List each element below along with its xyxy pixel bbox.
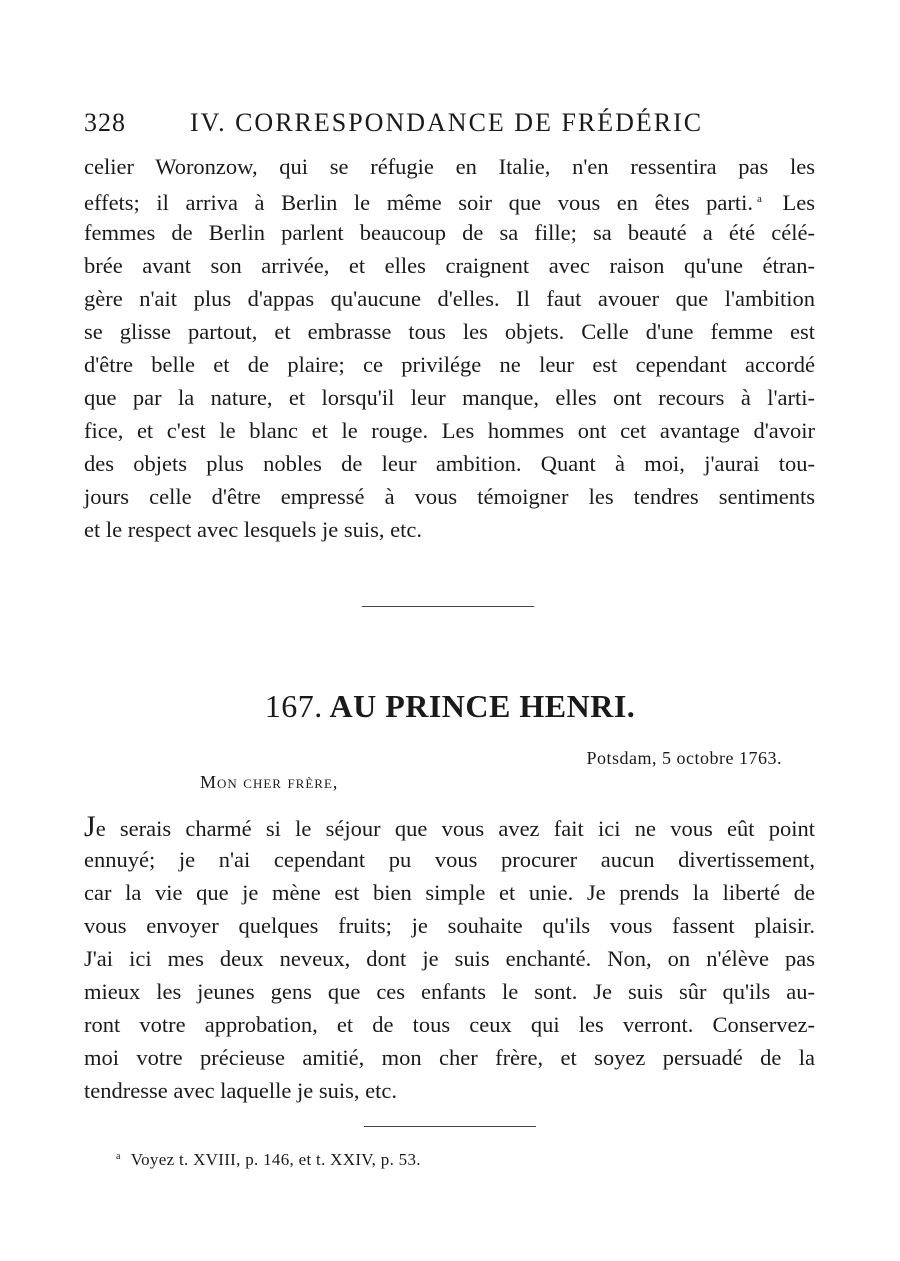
text-line: des objets plus nobles de leur ambition. Quant à moi, j'aurai tou- <box>84 451 815 476</box>
text-line <box>84 183 815 216</box>
text-line: ront votre approbation, et de tous ceux qui les verront. Conservez- <box>84 1012 815 1037</box>
text-line: jours celle d'être empressé à vous témoigner les tendres sentiments <box>84 484 815 509</box>
footnote-text: Voyez t. XVIII, p. 146, et t. XXIV, p. 53. <box>130 1150 421 1169</box>
text-line: moi votre précieuse amitié, mon cher frère, et soyez persuadé de la <box>84 1045 815 1070</box>
text-line-part: e serais charmé si le séjour que vous avez fait ici ne vous eût point <box>95 816 815 841</box>
text-line-part: effets; il arriva à Berlin le même soir que vous en êtes parti. <box>84 190 754 215</box>
text-line: et le respect avec lesquels je suis, etc. <box>84 517 422 542</box>
text-line: fice, et c'est le blanc et le rouge. Les hommes ont cet avantage d'avoir <box>84 418 815 443</box>
salutation: Mon cher frère, <box>200 772 339 792</box>
text-line: tendresse avec laquelle je suis, etc. <box>84 1078 397 1103</box>
footnote <box>116 1150 421 1170</box>
text-line: celier Woronzow, qui se réfugie en Italie, n'en ressentira pas les <box>84 154 815 179</box>
footnote-ref: a <box>757 193 762 205</box>
text-line: ennuyé; je n'ai cependant pu vous procurer aucun divertissement, <box>84 847 815 872</box>
drop-letter: J <box>84 810 96 843</box>
running-header <box>84 108 804 142</box>
letter-heading <box>0 688 900 725</box>
text-line: femmes de Berlin parlent beaucoup de sa fille; sa beauté a été célé- <box>84 220 815 245</box>
page-number: 328 <box>84 108 126 137</box>
footnote-divider <box>364 1126 536 1127</box>
section-divider <box>362 606 534 607</box>
text-line-part: Les <box>782 190 816 215</box>
paragraph-continued <box>84 150 815 546</box>
letter-title: AU PRINCE HENRI. <box>329 688 636 724</box>
letter-body <box>84 810 815 1107</box>
footnote-marker: a <box>116 1151 121 1162</box>
text-line: brée avant son arrivée, et elles craignent avec raison qu'une étran- <box>84 253 815 278</box>
text-line: que par la nature, et lorsqu'il leur manque, elles ont recours à l'arti- <box>84 385 815 410</box>
letter-number: 167. <box>264 688 323 724</box>
text-line <box>84 810 815 843</box>
text-line: J'ai ici mes deux neveux, dont je suis enchanté. Non, on n'élève pas <box>84 946 815 971</box>
text-line: car la vie que je mène est bien simple et unie. Je prends la liberté de <box>84 880 815 905</box>
text-line: d'être belle et de plaire; ce privilége ne leur est cependant accordé <box>84 352 815 377</box>
dateline: Potsdam, 5 octobre 1763. <box>586 748 782 768</box>
text-line: vous envoyer quelques fruits; je souhaite qu'ils vous fassent plaisir. <box>84 913 815 938</box>
text-line: mieux les jeunes gens que ces enfants le sont. Je suis sûr qu'ils au- <box>84 979 815 1004</box>
text-line: gère n'ait plus d'appas qu'aucune d'elles. Il faut avouer que l'ambition <box>84 286 815 311</box>
running-title: IV. CORRESPONDANCE DE FRÉDÉRIC <box>190 108 704 137</box>
text-line: se glisse partout, et embrasse tous les objets. Celle d'une femme est <box>84 319 815 344</box>
